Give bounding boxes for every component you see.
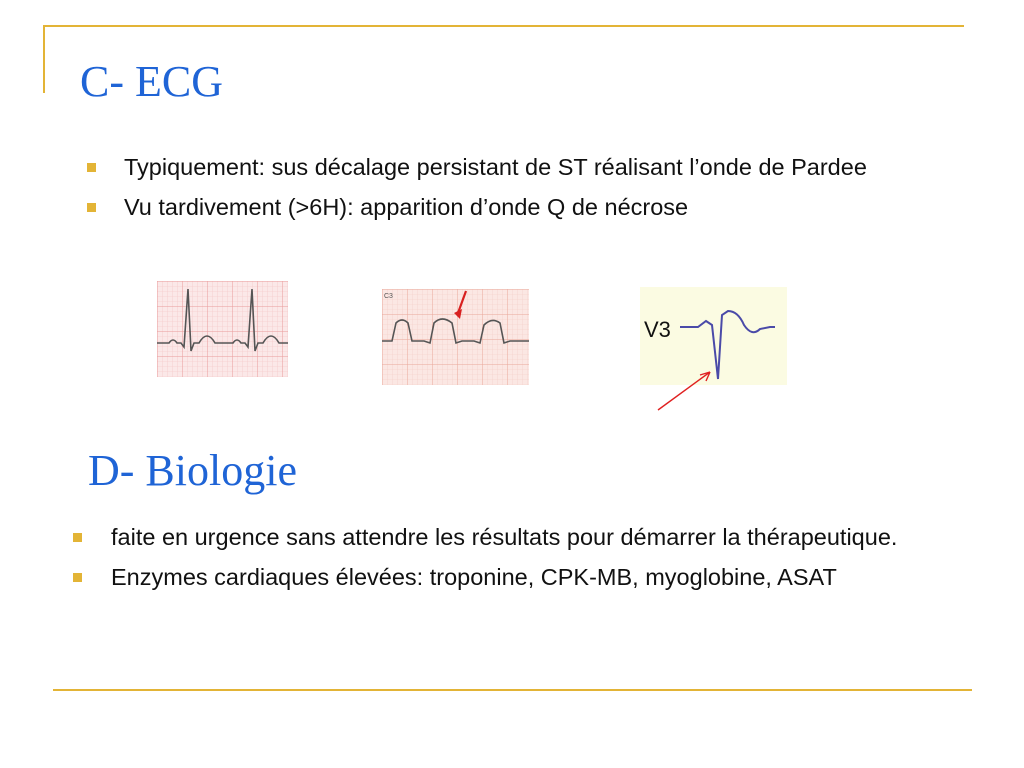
ecg-st-elevation-trace: [382, 289, 529, 385]
ecg-bullet: [124, 151, 944, 183]
ecg-section-title: C- ECG: [80, 57, 223, 106]
ecg-bullet: [124, 191, 944, 223]
frame-top-line: [43, 25, 964, 27]
biologie-section-title: D- Biologie: [88, 446, 297, 495]
square-bullet-icon: [73, 533, 82, 542]
biologie-bullet: [111, 561, 951, 593]
ecg-normal-trace: [157, 281, 288, 377]
square-bullet-icon: [87, 163, 96, 172]
biologie-bullet-text: faite en urgence sans attendre les résultats pour démarrer la thérapeutique.: [111, 524, 898, 550]
square-bullet-icon: [73, 573, 82, 582]
biologie-bullet-text: Enzymes cardiaques élevées: troponine, CPK-MB, myoglobine, ASAT: [111, 564, 837, 590]
ecg-st-elevation-image: [382, 289, 529, 385]
frame-bottom-line: [53, 689, 972, 691]
ecg-normal-image: [157, 281, 288, 377]
q-wave-pointer-arrow: [655, 368, 715, 413]
ecg-bullet-text: Vu tardivement (>6H): apparition d’onde Q de nécrose: [124, 194, 689, 220]
ecg-lead-label: V3: [644, 317, 671, 342]
ecg-bullet-text: Typiquement: sus décalage persistant de ST réalisant l’onde de Pardee: [124, 154, 867, 180]
ecg-small-label: C3: [384, 293, 393, 300]
biologie-bullet: [111, 521, 951, 553]
square-bullet-icon: [87, 203, 96, 212]
frame-left-line: [43, 25, 45, 93]
biologie-bullet-list: [111, 521, 951, 601]
ecg-bullet-list: [124, 151, 944, 231]
